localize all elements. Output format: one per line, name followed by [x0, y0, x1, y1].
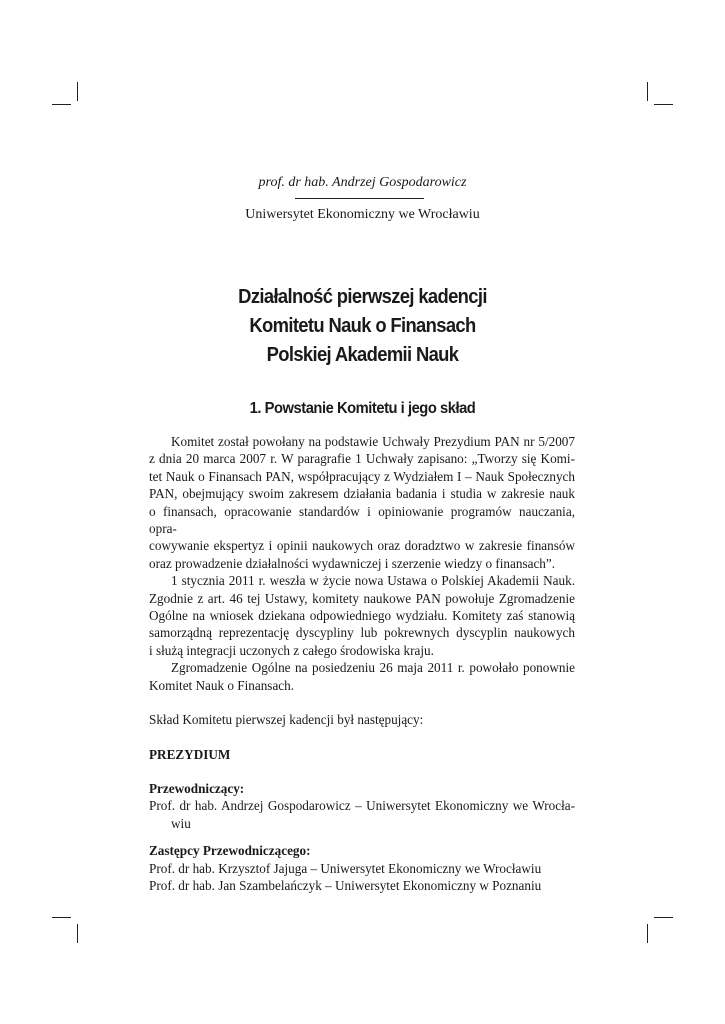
- article-body: [149, 433, 575, 894]
- paragraph-1-line-1: Komitet został powołany na podstawie Uchwały Prezydium PAN nr 5/2007: [171, 434, 575, 449]
- crop-mark-top-left-vertical: [77, 82, 78, 101]
- chair-label: Przewodniczący:: [149, 780, 245, 796]
- crop-mark-top-right-horizontal: [654, 104, 673, 105]
- author-affiliation: Uniwersytet Ekonomiczny we Wrocławiu: [245, 207, 480, 222]
- deputies-label: Zastępcy Przewodniczącego:: [149, 843, 311, 859]
- author-name: prof. dr hab. Andrzej Gospodarowicz: [258, 175, 467, 190]
- paragraph-1-line-3: tet Nauk o Finansach PAN, współpracujący z Wydziałem I – Nauk Społecznych: [149, 468, 575, 484]
- article-title: [29, 283, 696, 370]
- title-line-1: Działalność pierwszej kadencji: [238, 286, 487, 308]
- paragraph-3-line-2: Komitet Nauk o Finansach.: [149, 677, 295, 693]
- paragraph-2-line-3: Ogólne na wniosek dziekana odpowiedniego wydziału. Komitety zaś stanowią: [149, 608, 575, 624]
- composition-intro: Skład Komitetu pierwszej kadencji był następujący:: [149, 712, 424, 728]
- paragraph-1: [149, 433, 575, 572]
- crop-mark-bottom-left-vertical: [77, 924, 78, 943]
- paragraph-1-line-7: oraz prowadzenie działalności wydawniczej i szerzenie wiedzy o finansach”.: [149, 555, 556, 571]
- presidium-heading: PREZYDIUM: [149, 746, 231, 762]
- chair-line-1: Prof. dr hab. Andrzej Gospodarowicz – Uniwersytet Ekonomiczny we Wrocła-: [149, 798, 575, 814]
- paragraph-1-line-6: cowywanie ekspertyz i opinii naukowych oraz doradztwo w zakresie finansów: [149, 538, 575, 554]
- paragraph-2-line-4: samorządną reprezentację dyscypliny lub pokrewnych dyscyplin naukowych: [149, 625, 575, 641]
- paragraph-2-line-1: 1 stycznia 2011 r. weszła w życie nowa Ustawa o Polskiej Akademii Nauk.: [171, 573, 575, 589]
- chair-line-2: wiu: [171, 815, 191, 831]
- paragraph-3-line-1: Zgromadzenie Ogólne na posiedzeniu 26 maja 2011 r. powołało ponownie: [171, 660, 575, 676]
- paragraph-2-line-5: i służą integracji uczonych z całego środowiska kraju.: [149, 642, 434, 658]
- crop-mark-bottom-right-horizontal: [654, 917, 673, 918]
- title-line-3: Polskiej Akademii Nauk: [266, 344, 459, 366]
- paragraph-3: [149, 659, 575, 694]
- section-heading: 1. Powstanie Komitetu i jego skład: [249, 400, 476, 417]
- paragraph-2-line-2: Zgodnie z art. 46 tej Ustawy, komitety naukowe PAN powołuje Zgromadzenie: [149, 590, 575, 606]
- deputy-1: Prof. dr hab. Krzysztof Jajuga – Uniwersytet Ekonomiczny we Wrocławiu: [149, 860, 542, 876]
- paragraph-1-line-2: z dnia 20 marca 2007 r. W paragrafie 1 Uchwały zapisano: „Tworzy się Komi-: [149, 451, 575, 467]
- title-line-2: Komitetu Nauk o Finansach: [249, 315, 476, 337]
- crop-mark-bottom-right-vertical: [647, 924, 648, 943]
- author-divider: [295, 198, 424, 199]
- crop-mark-bottom-left-horizontal: [52, 917, 71, 918]
- paragraph-2: [149, 572, 575, 659]
- crop-mark-top-right-vertical: [647, 82, 648, 101]
- crop-mark-top-left-horizontal: [52, 104, 71, 105]
- deputy-2: Prof. dr hab. Jan Szambelańczyk – Uniwersytet Ekonomiczny w Poznaniu: [149, 877, 542, 893]
- paragraph-1-line-4: PAN, obejmujący swoim zakresem działania badania i studia w zakresie nauk: [149, 486, 575, 502]
- paragraph-1-line-5: o finansach, opracowanie standardów i opiniowanie programów nauczania, opra-: [149, 503, 575, 537]
